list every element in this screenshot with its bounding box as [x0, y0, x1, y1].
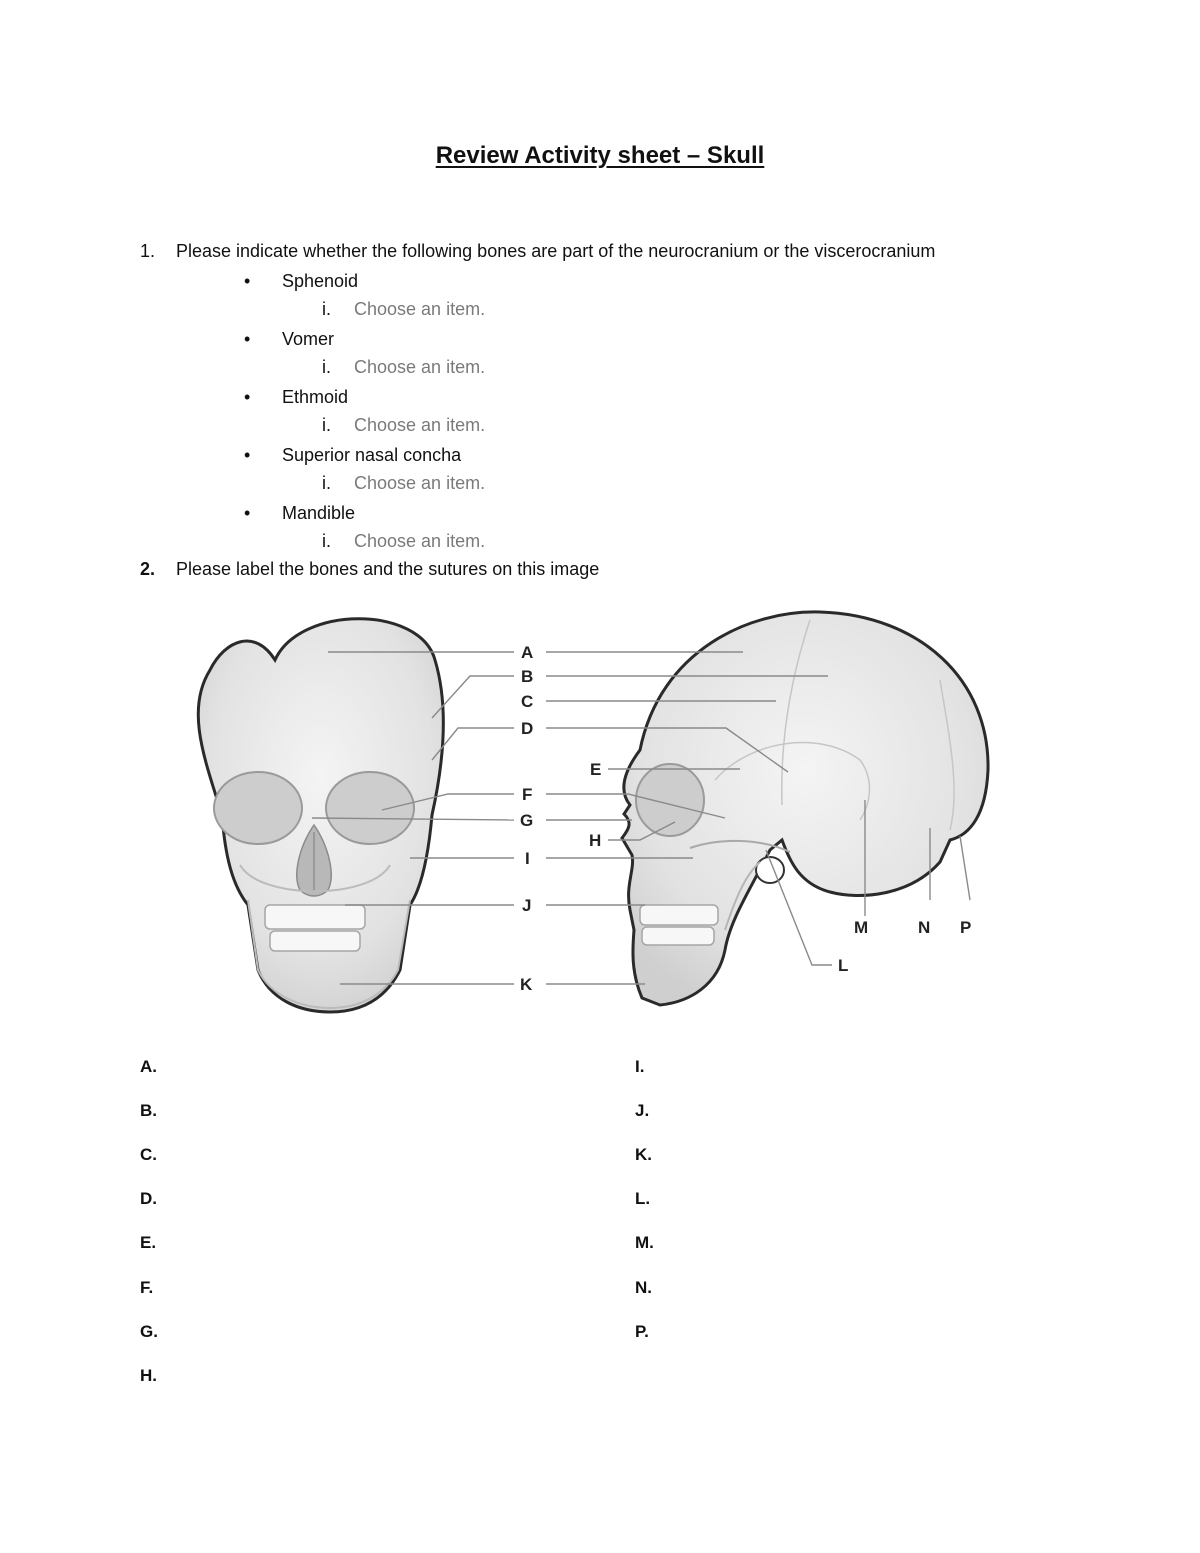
roman-numeral: i.: [322, 357, 331, 377]
bone-item-superior-nasal-concha: [244, 445, 461, 466]
question-1-text: Please indicate whether the following bones are part of the neurocranium or the viscerocranium: [176, 241, 936, 261]
answer-letter: F.: [140, 1278, 154, 1297]
answer-letter: M.: [635, 1233, 654, 1252]
skull-diagram: [170, 600, 1030, 1030]
answer-letter: A.: [140, 1057, 157, 1076]
bone-name: Sphenoid: [282, 271, 359, 291]
bone-item-vomer: [244, 329, 334, 350]
answer-field-c[interactable]: [168, 1147, 548, 1165]
anterior-skull: [198, 619, 443, 1012]
anterior-right-orbit: [214, 772, 302, 844]
choice-row-vomer: [322, 357, 485, 378]
answer-field-j[interactable]: [663, 1103, 1043, 1121]
answer-field-g[interactable]: [168, 1324, 548, 1342]
answer-letter: G.: [140, 1322, 158, 1341]
bullet: •: [244, 387, 251, 407]
answer-field-l[interactable]: [663, 1191, 1043, 1209]
question-2: [140, 559, 599, 580]
answer-letter: B.: [140, 1101, 157, 1120]
page-title: Review Activity sheet – Skull: [435, 142, 765, 169]
answer-row-g: [140, 1322, 548, 1342]
choice-dropdown-sphenoid[interactable]: Choose an item.: [354, 299, 486, 319]
choice-row-mandible: [322, 531, 485, 552]
answer-letter: C.: [140, 1145, 157, 1164]
figure-label-p: P: [960, 918, 972, 937]
bullet: •: [244, 329, 251, 349]
lateral-lower-teeth: [642, 927, 714, 945]
lateral-upper-teeth: [640, 905, 718, 925]
figure-label-j: J: [522, 896, 532, 915]
choice-row-ethmoid: [322, 415, 485, 436]
anterior-left-orbit: [326, 772, 414, 844]
answer-row-j: [635, 1101, 1043, 1121]
answer-letter: I.: [635, 1057, 645, 1076]
roman-numeral: i.: [322, 473, 331, 493]
answer-field-n[interactable]: [663, 1280, 1043, 1298]
answer-row-n: [635, 1278, 1043, 1298]
roman-numeral: i.: [322, 415, 331, 435]
choice-row-sphenoid: [322, 299, 485, 320]
figure-label-k: K: [520, 975, 533, 994]
answer-letter: P.: [635, 1322, 649, 1341]
choice-dropdown-ethmoid[interactable]: Choose an item.: [354, 415, 486, 435]
leader-p: [960, 836, 970, 900]
skull-figure: [170, 600, 1030, 1030]
roman-numeral: i.: [322, 531, 331, 551]
answer-row-d: [140, 1189, 548, 1209]
bone-item-sphenoid: [244, 271, 358, 292]
roman-numeral: i.: [322, 299, 331, 319]
answer-row-c: [140, 1145, 548, 1165]
choice-dropdown-vomer[interactable]: Choose an item.: [354, 357, 486, 377]
choice-row-superior-nasal-concha: [322, 473, 485, 494]
answer-letter: D.: [140, 1189, 157, 1208]
question-1-number: 1.: [140, 241, 156, 261]
answer-field-m[interactable]: [663, 1235, 1043, 1253]
figure-label-i: I: [525, 849, 530, 868]
figure-label-f: F: [522, 785, 533, 804]
figure-label-d: D: [521, 719, 534, 738]
answer-field-k[interactable]: [663, 1147, 1043, 1165]
answer-row-h: [140, 1366, 548, 1386]
answer-letter: H.: [140, 1366, 157, 1385]
bullet: •: [244, 271, 251, 291]
answer-field-a[interactable]: [168, 1059, 548, 1077]
answer-field-d[interactable]: [168, 1191, 548, 1209]
figure-label-m: M: [854, 918, 869, 937]
choice-dropdown-mandible[interactable]: Choose an item.: [354, 531, 486, 551]
figure-label-l: L: [838, 956, 849, 975]
figure-label-e: E: [590, 760, 602, 779]
answer-field-p[interactable]: [663, 1324, 1043, 1342]
bone-name: Superior nasal concha: [282, 445, 462, 465]
answer-letter: K.: [635, 1145, 652, 1164]
bone-name: Ethmoid: [282, 387, 349, 407]
answer-field-e[interactable]: [168, 1235, 548, 1253]
answer-row-f: [140, 1278, 548, 1298]
figure-label-b: B: [521, 667, 534, 686]
figure-label-n: N: [918, 918, 931, 937]
anterior-lower-teeth: [270, 931, 360, 951]
bone-name: Vomer: [282, 329, 335, 349]
question-2-text: Please label the bones and the sutures on this image: [176, 559, 600, 579]
answer-field-b[interactable]: [168, 1103, 548, 1121]
question-1: [140, 241, 935, 262]
bone-name: Mandible: [282, 503, 356, 523]
answer-letter: N.: [635, 1278, 652, 1297]
answer-row-k: [635, 1145, 1043, 1165]
bone-item-mandible: [244, 503, 355, 524]
answer-field-h[interactable]: [168, 1368, 548, 1386]
figure-label-h: H: [589, 831, 602, 850]
answer-row-a: [140, 1057, 548, 1077]
bullet: •: [244, 445, 251, 465]
bullet: •: [244, 503, 251, 523]
answer-letter: E.: [140, 1233, 157, 1252]
answer-letter: J.: [635, 1101, 650, 1120]
answer-row-m: [635, 1233, 1043, 1253]
answer-row-l: [635, 1189, 1043, 1209]
choice-dropdown-superior-nasal-concha[interactable]: Choose an item.: [354, 473, 486, 493]
answer-row-e: [140, 1233, 548, 1253]
anterior-upper-teeth: [265, 905, 365, 929]
answer-letter: L.: [635, 1189, 651, 1208]
answer-row-b: [140, 1101, 548, 1121]
figure-label-c: C: [521, 692, 534, 711]
question-2-number: 2.: [140, 559, 156, 579]
figure-label-g: G: [520, 811, 534, 830]
bone-item-ethmoid: [244, 387, 348, 408]
figure-label-a: A: [521, 643, 534, 662]
answer-field-i[interactable]: [663, 1059, 1043, 1077]
answer-row-i: [635, 1057, 1043, 1077]
answer-row-p: [635, 1322, 1043, 1342]
answer-field-f[interactable]: [168, 1280, 548, 1298]
